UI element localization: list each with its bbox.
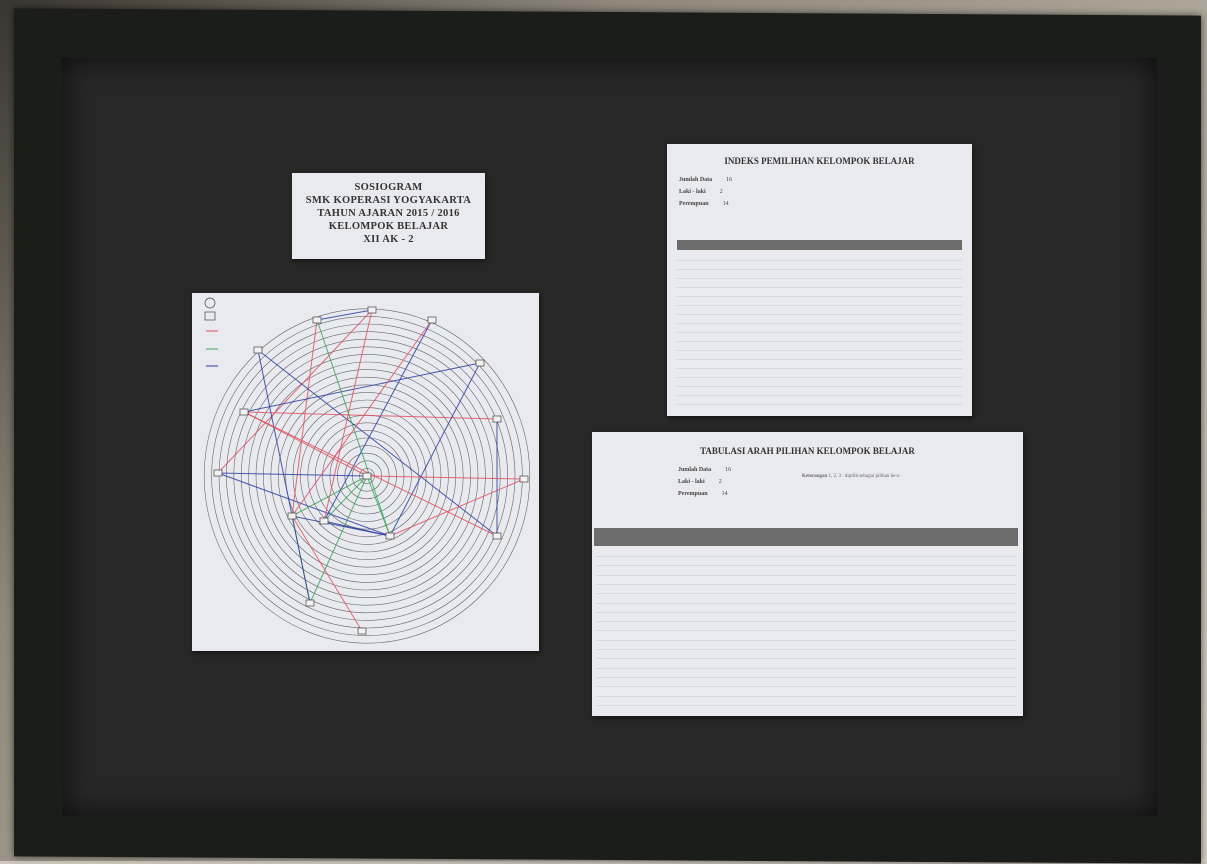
index-table-row xyxy=(677,326,962,333)
tabulation-table-row xyxy=(596,597,1016,604)
index-table-row xyxy=(677,362,962,369)
tabulation-table-row xyxy=(596,634,1016,641)
index-meta-value-2: 2 xyxy=(719,189,723,195)
index-meta-value-3: 14 xyxy=(722,201,729,207)
title-line-5: XII AK - 2 xyxy=(363,234,414,245)
sociogram-node xyxy=(313,317,321,323)
tabulation-table-row xyxy=(596,671,1016,678)
tabulation-table-row xyxy=(596,559,1016,566)
keterangan-text: 1, 2, 3 : dipilih sebagai pilihan ke-n xyxy=(828,474,900,479)
index-meta-label-1: Jumlah Data xyxy=(679,177,713,183)
sociogram-node xyxy=(520,476,528,482)
title-line-4: KELOMPOK BELAJAR xyxy=(328,221,449,232)
index-table-row xyxy=(677,299,962,306)
tabulation-table-header xyxy=(594,528,1018,546)
index-meta-label-2: Laki - laki xyxy=(679,189,706,195)
index-table-row xyxy=(677,389,962,396)
sociogram-node xyxy=(358,628,366,634)
tab-meta-label-3: Perempuan xyxy=(678,491,708,497)
tabulation-table-row xyxy=(596,615,1016,622)
sociogram-node xyxy=(288,513,296,519)
index-table-row xyxy=(677,317,962,324)
sociogram-node xyxy=(363,473,371,479)
index-table-row xyxy=(677,380,962,387)
tabulation-sheet-meta xyxy=(678,464,731,500)
index-meta-value-1: 16 xyxy=(726,177,733,183)
title-line-2: SMK KOPERASI YOGYAKARTA xyxy=(305,195,472,206)
tabulation-sheet xyxy=(592,432,1023,716)
sociogram-link xyxy=(324,521,390,536)
index-table-row xyxy=(677,344,962,351)
index-sheet xyxy=(667,144,972,416)
tab-meta-label-2: Laki - laki xyxy=(678,479,705,485)
title-line-1: SOSIOGRAM xyxy=(354,182,423,193)
index-table-row xyxy=(677,353,962,360)
sociogram-node xyxy=(476,360,484,366)
keterangan-note xyxy=(802,474,900,479)
index-table-row xyxy=(677,263,962,270)
tabulation-table-row xyxy=(596,550,1016,557)
tabulation-sheet-title: TABULASI ARAH PILIHAN KELOMPOK BELAJAR xyxy=(700,446,915,456)
tab-meta-value-1: 16 xyxy=(725,467,732,473)
index-table-row xyxy=(677,371,962,378)
sociogram-node xyxy=(254,347,262,353)
tabulation-table-row xyxy=(596,643,1016,650)
title-card xyxy=(292,173,485,259)
sociogram-node xyxy=(386,533,394,539)
sociogram-link xyxy=(244,363,480,412)
index-table-row xyxy=(677,254,962,261)
sociogram-node xyxy=(368,307,376,313)
tabulation-table-row xyxy=(596,578,1016,585)
tabulation-table-row xyxy=(596,652,1016,659)
index-table-header xyxy=(677,240,962,250)
sociogram-node xyxy=(428,317,436,323)
title-line-3: TAHUN AJARAN 2015 / 2016 xyxy=(317,208,460,219)
tabulation-table-row xyxy=(596,690,1016,697)
sociogram-sheet xyxy=(192,293,539,651)
index-sheet-title: INDEKS PEMILIHAN KELOMPOK BELAJAR xyxy=(724,156,915,166)
sociogram-node xyxy=(493,416,501,422)
index-table-row xyxy=(677,335,962,342)
sociogram-node xyxy=(214,470,222,476)
sociogram-node xyxy=(240,409,248,415)
tabulation-table-row xyxy=(596,624,1016,631)
index-table-row xyxy=(677,272,962,279)
sociogram-node xyxy=(306,600,314,606)
keterangan-label: Keterangan xyxy=(802,474,828,479)
tabulation-table-row xyxy=(596,699,1016,706)
tabulation-table-row xyxy=(596,569,1016,576)
index-table-row xyxy=(677,290,962,297)
tabulation-table-row xyxy=(596,606,1016,613)
tabulation-table-row xyxy=(596,587,1016,594)
index-meta-label-3: Perempuan xyxy=(679,201,709,207)
index-table-row xyxy=(677,308,962,315)
index-table-row xyxy=(677,398,962,405)
tab-meta-value-3: 14 xyxy=(721,491,728,497)
tab-meta-value-2: 2 xyxy=(718,479,722,485)
sociogram-diagram xyxy=(192,293,539,651)
tab-meta-label-1: Jumlah Data xyxy=(678,467,712,473)
tabulation-table-row xyxy=(596,662,1016,669)
sociogram-legend xyxy=(205,298,218,366)
index-sheet-meta xyxy=(679,174,732,210)
index-table-row xyxy=(677,281,962,288)
sociogram-node xyxy=(320,518,328,524)
sociogram-node xyxy=(493,533,501,539)
tabulation-table-row xyxy=(596,680,1016,687)
